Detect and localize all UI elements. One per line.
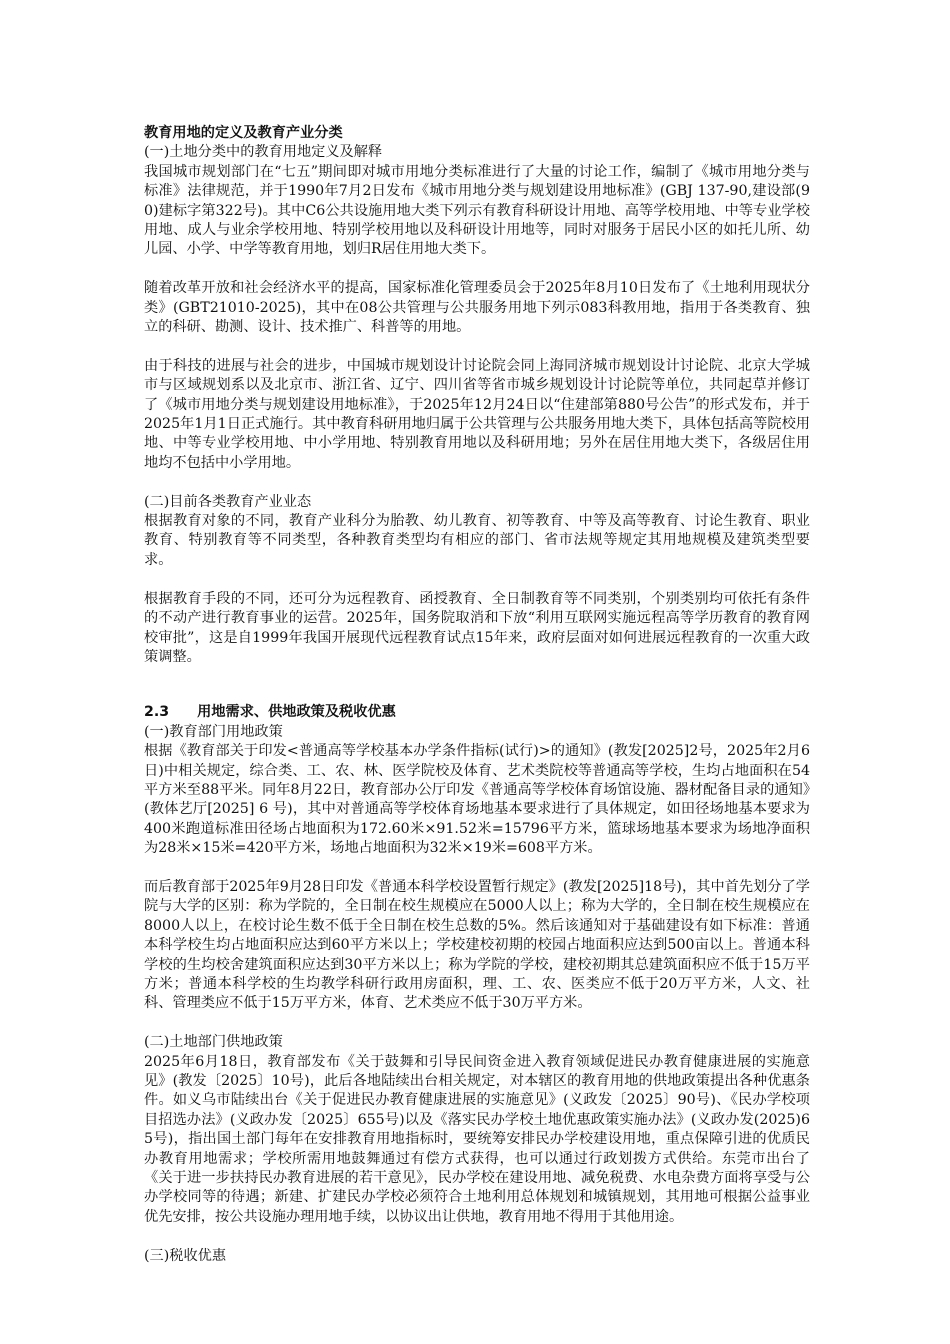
subsection-heading: (二)土地部门供地政策	[144, 1034, 283, 1051]
paragraph: 而后教育部于2025年9月28日印发《普通本科学校设置暂行规定》(教发[2025]18号)，其中首先划分了学院与大学的区别：称为学院的，全日制在校生规模应在5000人以上；称为大学的，全日制在校生规模应在8000人以上，在校讨论生数不低于全日制在校生总数的5%。然后该通知对于基础建设有如下标准：普通本科学校生均占地面积应达到60平方米以上；学校建校初期的校园占地面积应达到500亩以上。普通本科学校的生均校舍建筑面积应达到30平方米以上；称为学院的学校，建校初期其总建筑面积应不低于15万平方米；普通本科学校的生均教学科研行政用房面积，理、工、农、医类应不低于20万平方米，人文、社科、管理类应不低于15万平方米，体育、艺术类应不低于30万平方米。	[144, 878, 810, 1012]
paragraph: 随着改革开放和社会经济水平的提高，国家标准化管理委员会于2025年8月10日发布了《土地利用现状分类》(GBT21010-2025)，其中在08公共管理与公共服务用地下列示083科教用地，指用于各类教育、独立的科研、勘测、设计、技术推广、科普等的用地。	[144, 280, 810, 336]
subsection-heading: (一)教育部门用地政策	[144, 723, 283, 740]
paragraph: 根据《教育部关于印发<普通高等学校基本办学条件指标(试行)>的通知》(教发[2025]2号，2025年2月6日)中相关规定，综合类、工、农、林、医学院校及体育、艺术类院校等普通高等学校，生均占地面积在54平方米至88平米。同年8月22日，教育部办公厅印发《普通高等学校体育场馆设施、器材配备目录的通知》(教体艺厅[2025] 6 号)，其中对普通高等学校体育场地基本要求进行了具体规定，如田径场地基本要求为400米跑道标准田径场占地面积为172.60米×91.52米=15796平方米，篮球场地基本要求为场地净面积为28米×15米=420平方米，场地占地面积为32米×19米=608平方米。	[144, 743, 810, 857]
section-gap	[144, 667, 810, 703]
subsection-heading: (一)土地分类中的教育用地定义及解释	[144, 144, 383, 161]
paragraph-gap	[144, 1227, 810, 1246]
section-number: 2.3	[144, 704, 170, 721]
paragraph: 我国城市规划部门在“七五”期间即对城市用地分类标准进行了大量的讨论工作，编制了《城市用地分类与标准》法律规范，并于1990年7月2日发布《城市用地分类与规划建设用地标准》(GBJ 137-90,建设部(90)建标字第322号)。其中C6公共设施用地大类下列示有教育科研设计用地、高等学校用地、中等专业学校用地、成人与业余学校用地、特别学校用地以及科研设计用地等，同时对服务于居民小区的如托儿所、幼儿园、小学、中学等教育用地，划归R居住用地大类下。	[144, 163, 810, 258]
section-heading	[144, 703, 810, 722]
section-title: 用地需求、供地政策及税收优惠	[197, 704, 396, 721]
paragraph-gap	[144, 260, 810, 279]
paragraph-gap	[144, 473, 810, 492]
paragraph-gap	[144, 1014, 810, 1033]
paragraph-gap	[144, 337, 810, 356]
subsection-heading: (三)税收优惠	[144, 1247, 227, 1264]
paragraph-gap	[144, 570, 810, 589]
paragraph: 根据教育手段的不同，还可分为远程教育、函授教育、全日制教育等不同类别，个别类别均可依托有条件的不动产进行教育事业的运营。2025年，国务院取消和下放“利用互联网实施远程高等学历教育的教育网校审批”，这是自1999年我国开展现代远程教育试点15年来，政府层面对如何进展远程教育的一次重大政策调整。	[144, 590, 810, 665]
paragraph: 由于科技的进展与社会的进步，中国城市规划设计讨论院会同上海同济城市规划设计讨论院、北京大学城市与区域规划系以及北京市、浙江省、辽宁、四川省等省市城乡规划设计讨论院等单位，共同起草并修订了《城市用地分类与规划建设用地标准》，于2025年12月24日以“住建部第880号公告”的形式发布，并于2025年1月1日正式施行。其中教育科研用地归属于公共管理与公共服务用地大类下，具体包括高等院校用地、中等专业学校用地、中小学用地、特别教育用地以及科研用地；另外在居住用地大类下，各级居住用地均不包括中小学用地。	[144, 357, 810, 471]
paragraph: 2025年6月18日，教育部发布《关于鼓舞和引导民间资金进入教育领域促进民办教育健康进展的实施意见》(教发〔2025〕10号)，此后各地陆续出台相关规定，对本辖区的教育用地的供地政策提出各种优惠条件。如义乌市陆续出台《关于促进民办教育健康进展的实施意见》(义政发〔2025〕90号)、《民办学校项目招选办法》(义政办发〔2025〕655号)以及《落实民办学校土地优惠政策实施办法》(义政办发(2025)65号)，指出国土部门每年在安排教育用地指标时，要统筹安排民办学校建设用地，重点保障引进的优质民办教育用地需求；学校所需用地鼓舞通过有偿方式获得，也可以通过行政划拨方式供给。东莞市出台了《关于进一步扶持民办教育进展的若干意见》，民办学校在建设用地、减免税费、水电杂费方面将享受与公办学校同等的待遇；新建、扩建民办学校必须符合土地利用总体规划和城镇规划，其用地可根据公益事业优先安排，按公共设施办理用地手续，以协议出让供地，教育用地不得用于其他用途。	[144, 1053, 810, 1225]
paragraph-gap	[144, 859, 810, 878]
section-heading: 教育用地的定义及教育产业分类	[144, 125, 343, 141]
paragraph: 根据教育对象的不同，教育产业科分为胎教、幼儿教育、初等教育、中等及高等教育、讨论生教育、职业教育、特别教育等不同类型，各种教育类型均有相应的部门、省市法规等规定其用地规模及建筑类型要求。	[144, 513, 810, 568]
subsection-heading: (二)目前各类教育产业业态	[144, 493, 312, 510]
